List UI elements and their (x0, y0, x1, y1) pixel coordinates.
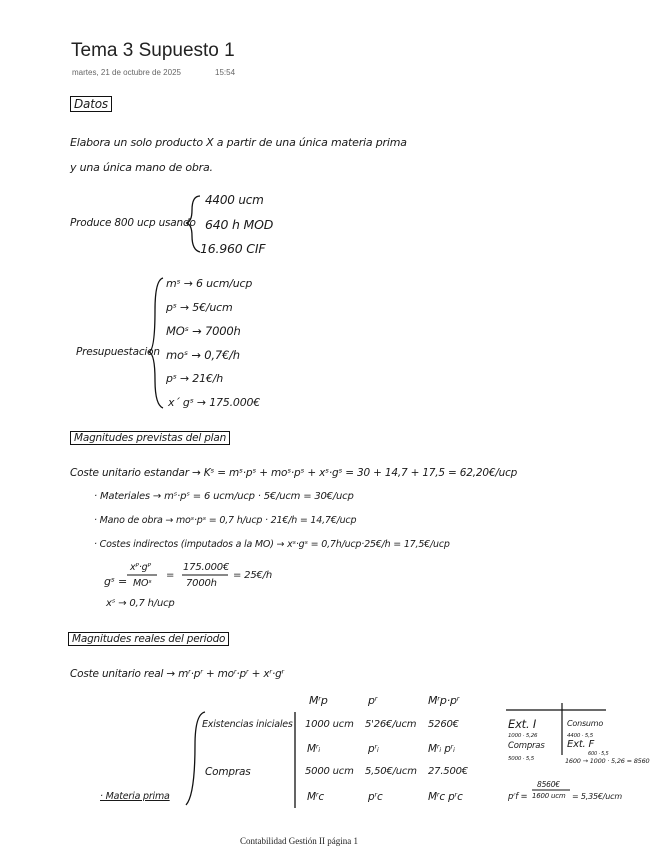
produce-label: Produce 800 ucp usando (70, 217, 196, 229)
g-den-1: MOˢ (133, 578, 152, 589)
compras-side-value: 5000 · 5,5 (508, 756, 534, 762)
page-time: 15:54 (215, 68, 236, 77)
coste-estandar-line: Coste unitario estandar → Kˢ = mˢ·pˢ + moˢ·pˢ + xˢ·gˢ = 30 + 14,7 + 17,5 = 62,20€/ucp (70, 467, 518, 479)
row-1-m: Mʳᵢ (307, 743, 321, 755)
presup-item-cif: x´ gˢ → 175.000€ (168, 396, 261, 409)
presup-item-m: mˢ → 6 ucm/ucp (166, 277, 253, 290)
consumo-label: Consumo (567, 719, 604, 728)
page-footer: Contabilidad Gestión II página 1 (240, 836, 358, 846)
compras-side-label: Compras (508, 741, 545, 751)
g-eq: = (166, 570, 175, 581)
pf-lhs: pʳf = (508, 792, 528, 802)
section-heading-previstas: Magnitudes previstas del plan (70, 431, 230, 445)
row-0-mp: 5260€ (428, 719, 459, 730)
row-1-p: pʳᵢ (368, 743, 379, 755)
row-0-m: 1000 ucm (305, 719, 354, 730)
pf-result: = 5,35€/ucm (572, 792, 622, 801)
produce-item-cif: 16.960 CIF (200, 241, 266, 256)
produce-item-ucm: 4400 ucm (205, 193, 264, 207)
page-date: martes, 21 de octubre de 2025 (72, 68, 181, 77)
datos-line-1: Elabora un solo producto X a partir de una única materia prima (70, 136, 407, 149)
g-result: = 25€/h (233, 570, 272, 581)
presup-item-mo: MOˢ → 7000h (166, 324, 241, 338)
row-0-p: 5'26€/ucm (365, 719, 417, 730)
g-den-2: 7000h (186, 578, 217, 589)
pf-denominator: 1600 ucm (532, 792, 566, 800)
consumo-value: 4400 · 5,5 (567, 733, 593, 739)
row-1-mp: Mʳᵢ pʳᵢ (428, 743, 455, 755)
presup-item-mo-price: moˢ → 0,7€/h (166, 348, 240, 362)
row-2-m: 5000 ucm (305, 766, 354, 777)
section-heading-datos: Datos (70, 96, 112, 112)
row-2-mp: 27.500€ (428, 766, 468, 777)
presup-item-p: pˢ → 5€/ucm (166, 301, 233, 314)
col-header-m: Mʳp (309, 694, 328, 707)
materiales-line: · Materiales → mˢ·pˢ = 6 ucm/ucp · 5€/ucm = 30€/ucp (94, 491, 354, 502)
g-lhs: gˢ = (104, 575, 127, 588)
mano-obra-line: · Mano de obra → moˢ·pˢ = 0,7 h/ucp · 21€/h = 14,7€/ucp (94, 515, 357, 526)
coste-real-line: Coste unitario real → mʳ·pʳ + moʳ·pʳ + xʳ·gʳ (70, 668, 285, 680)
x-standard-line: xˢ → 0,7 h/ucp (106, 598, 175, 609)
pf-numerator: 8560€ (537, 780, 560, 789)
col-header-p: pʳ (368, 694, 378, 707)
row-3-mp: Mʳc pʳc (428, 791, 463, 803)
section-heading-reales: Magnitudes reales del periodo (68, 632, 229, 646)
row-2-p: 5,50€/ucm (365, 766, 417, 777)
produce-item-mod: 640 h MOD (205, 217, 274, 232)
ext-f-sub: 600 · 5,5 (588, 751, 609, 757)
col-header-mp: Mʳp·pʳ (428, 694, 460, 707)
presup-item-price-h: pˢ → 21€/h (166, 372, 223, 385)
g-num-2: 175.000€ (183, 562, 230, 573)
ext-f-label: Ext. F (567, 739, 595, 750)
ext-i-value: 1000 · 5,26 (508, 733, 538, 739)
presup-label: Presupuestacion (76, 346, 160, 358)
row-label-compras: Compras (205, 766, 251, 778)
ext-i-label: Ext. I (508, 717, 537, 731)
page-title: Tema 3 Supuesto 1 (71, 40, 235, 61)
row-3-p: pʳc (368, 791, 383, 803)
datos-line-2: y una única mano de obra. (70, 161, 213, 174)
materia-prima-label: · Materia prima (100, 791, 170, 802)
costes-indirectos-line: · Costes indirectos (imputados a la MO) → xˢ·gˢ = 0,7h/ucp·25€/h = 17,5€/ucp (94, 539, 450, 550)
ext-f-calc: 1600 → 1000 · 5,26 = 8560 (565, 757, 650, 765)
g-num-1: xᴾ·gᴾ (130, 562, 151, 573)
row-label-existencias: Existencias iniciales (202, 719, 293, 730)
row-3-m: Mʳc (307, 791, 324, 803)
